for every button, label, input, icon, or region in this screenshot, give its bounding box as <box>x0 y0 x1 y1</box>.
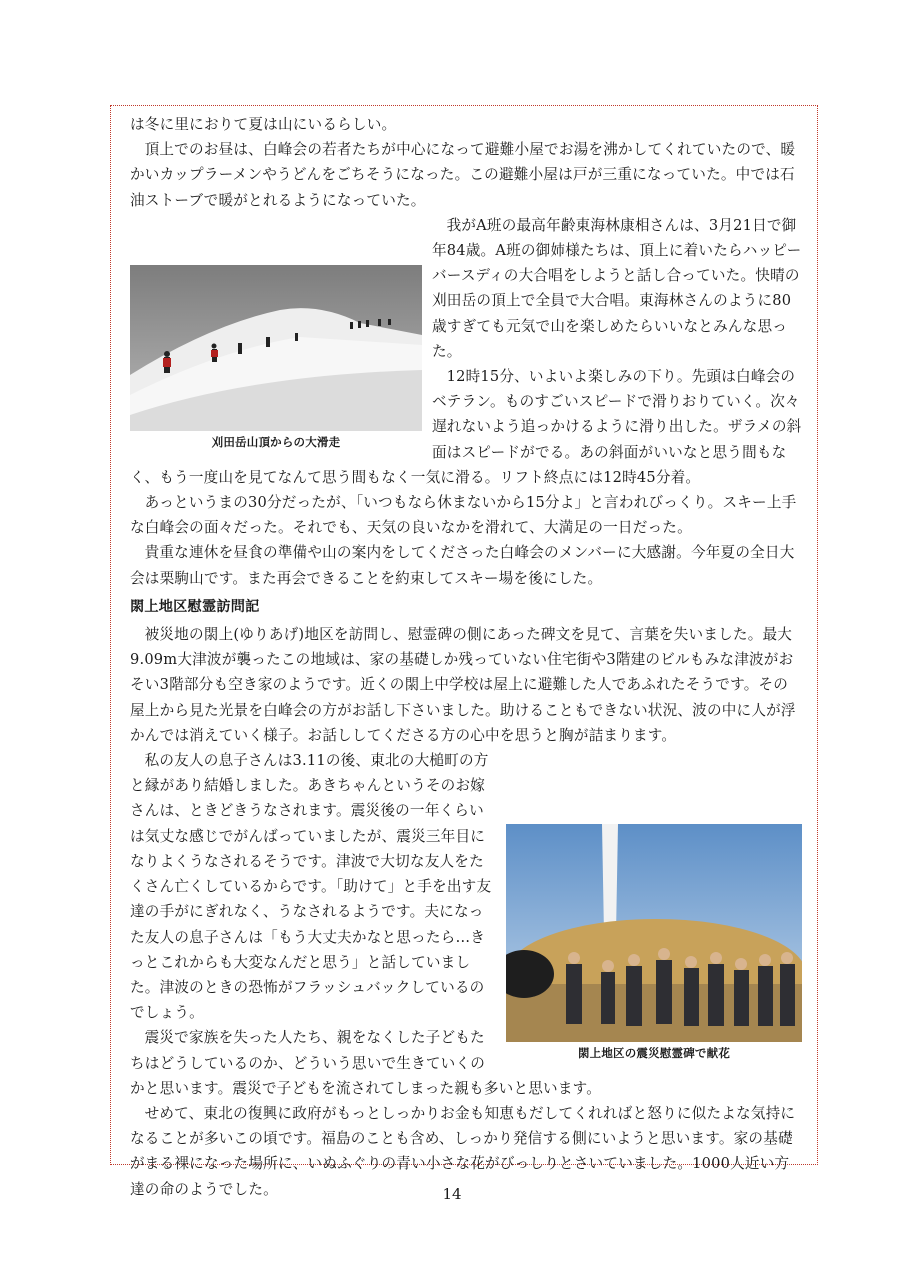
paragraph-3: 我がA班の最高年齢東海林康相さんは、3月21日で御年84歳。A班の御姉様たちは、頂上に着いたらハッピーバースディの大合唱をしようと話し合っていた。快晴の刈田岳の頂上で全員で大合唱。東海林さんのように80歳すぎても元気で山を楽しめたらいいなとみんな思った。 <box>432 216 802 360</box>
paragraph-8: 私の友人の息子さんは3.11の後、東北の大槌町の方と縁があり結婚しました。あきちゃんというそのお嫁さんは、ときどきうなされます。震災後の一年くらいは気丈な感じでがんばっていましたが、震災三年目になりよくうなされるそうです。津波で大切な友人をたくさん亡くしているからです。「助けて」と手を出す友達の手がにぎれなく、うなされるようです。夫になった友人の息子さんは「もう大丈夫かなと思ったら…きっとこれからも大変なんだと思う」と話していました。津波のときの恐怖がフラッシュバックしているのでしょう。 <box>130 752 492 1022</box>
paragraph-10: せめて、東北の復興に政府がもっとしっかりお金も知恵もだしてくれればと怒りに似たよな気持になることが多いこの頃です。福島のことも含め、しっかり発信する側にいようと思います。家の基礎がまる裸になった場所に、いぬふぐりの青い小さな花がびっしりとさいていました。1000人近い方達の命のようでした。 <box>130 1104 796 1198</box>
paragraph-7: 被災地の閖上(ゆりあげ)地区を訪問し、慰霊碑の側にあった碑文を見て、言葉を失いました。最大9.09m大津波が襲ったこの地域は、家の基礎しか残っていない住宅街や3階建のビルもみな津波がおそい3階部分も空き家のようです。近くの閖上中学校は屋上に避難した人であふれたそうです。その屋上から見た光景を白峰会の方がお話し下さいました。助けることもできない状況、波の中に人が浮かんでは消えていく様子。お話ししてくださる方の心中を思うと胸が詰まります。 <box>130 626 796 744</box>
section-heading: 閖上地区慰霊訪問記 <box>130 598 260 615</box>
memorial-photo-figure <box>506 824 802 1064</box>
memorial-photo <box>506 824 802 1042</box>
paragraph-5: あっというまの30分だったが、「いつもなら休まないから15分よ」と言われびっくり。スキー上手な白峰会の面々だった。それでも、天気の良いなかを滑れて、大満足の一日だった。 <box>130 494 797 537</box>
ski-photo-figure <box>130 265 422 453</box>
paragraph-2: 頂上でのお昼は、白峰会の若者たちが中心になって避難小屋でお湯を沸かしてくれていたので、暖かいカップラーメンやうどんをごちそうになった。この避難小屋は戸が三重になっていた。中では石油ストーブで暖がとれるようになっていた。 <box>130 141 796 209</box>
page-number: 14 <box>442 1185 462 1203</box>
paragraph-9: 震災で家族を失った人たち、親をなくした子どもたちはどうしているのか、どういう思いで生きていくのかと思います。震災で子どもを流されてしまった親も多いと思います。 <box>130 1029 602 1097</box>
article-body <box>130 112 802 1202</box>
paragraph-6: 貴重な連休を昼食の準備や山の案内をしてくださった白峰会のメンバーに大感謝。今年夏の全日大会は栗駒山です。また再会できることを約束してスキー場を後にした。 <box>130 544 795 587</box>
paragraph-1: は冬に里におりて夏は山にいるらしい。 <box>130 116 397 133</box>
ski-slope-photo <box>130 265 422 431</box>
ski-photo-caption: 刈田岳山頂からの大滑走 <box>211 434 341 449</box>
memorial-photo-caption: 閖上地区の震災慰霊碑で献花 <box>577 1046 731 1061</box>
paragraph-4: 12時15分、いよいよ楽しみの下り。先頭は白峰会のベテラン。ものすごいスピードで滑りおりていく。次々遅れないよう追っかけるように滑り出した。ザラメの斜面はスピードがでる。あの斜面がいいなと思う間もなく、もう一度山を見てなんて思う間もなく一気に滑る。リフト終点には12時45分着。 <box>130 368 802 486</box>
